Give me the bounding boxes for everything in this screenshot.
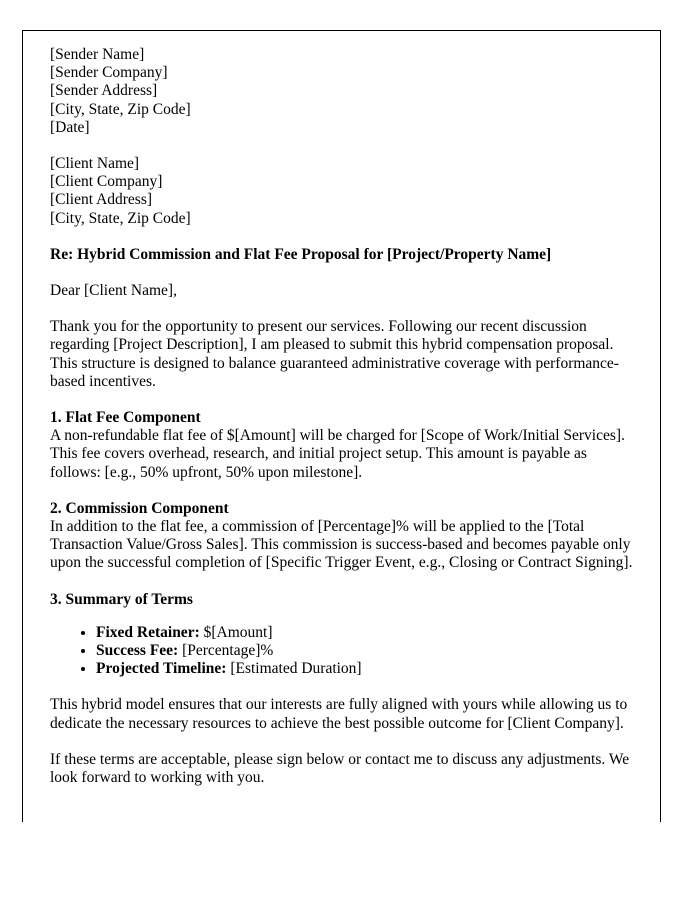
- letter-page: [22, 30, 661, 822]
- salutation: Dear [Client Name],: [50, 282, 177, 300]
- summary-item-label: Projected Timeline:: [96, 660, 227, 678]
- section-body-commission: In addition to the flat fee, a commission of [Percentage]% will be applied to the [Total Transaction Value/Gross Sales]. This commission is success-based and becomes payable only upon the successful completion of [Specific Trigger Event, e.g., Closing or Contract Signing].: [50, 518, 633, 572]
- subject-line: Re: Hybrid Commission and Flat Fee Proposal for [Project/Property Name]: [50, 245, 552, 263]
- sender-address-line: [Sender Address]: [50, 82, 158, 100]
- client-company-line: [Client Company]: [50, 173, 163, 191]
- client-city-line: [City, State, Zip Code]: [50, 209, 191, 227]
- section-body-flat-fee: A non-refundable flat fee of $[Amount] will be charged for [Scope of Work/Initial Services]. This fee covers overhead, research, and initial project setup. This amount is payable as follows: [e.g., 50% upfront, 50% upon milestone].: [50, 427, 625, 481]
- section-heading-flat-fee: 1. Flat Fee Component: [50, 409, 201, 427]
- sender-name-line: [Sender Name]: [50, 46, 145, 63]
- client-address-line: [Client Address]: [50, 191, 153, 209]
- section-heading-summary: 3. Summary of Terms: [50, 590, 193, 608]
- closing-paragraph: If these terms are acceptable, please sign below or contact me to discuss any adjustments. We look forward to working with you.: [50, 750, 630, 787]
- summary-item-label: Fixed Retainer:: [96, 623, 200, 641]
- summary-item-value: [Percentage]%: [182, 642, 274, 660]
- sender-address-block: [50, 46, 634, 137]
- client-name-line: [Client Name]: [50, 155, 140, 173]
- summary-item-projected-timeline: [96, 660, 634, 678]
- section-heading-commission: 2. Commission Component: [50, 499, 229, 517]
- summary-list: [50, 624, 634, 679]
- sender-city-line: [City, State, Zip Code]: [50, 100, 191, 118]
- date-line: [Date]: [50, 118, 90, 136]
- sender-company-line: [Sender Company]: [50, 64, 168, 82]
- summary-item-value: $[Amount]: [203, 623, 273, 641]
- alignment-paragraph: This hybrid model ensures that our interests are fully aligned with yours while allowing us to dedicate the necessary resources to achieve the best possible outcome for [Client Company].: [50, 696, 628, 732]
- summary-item-label: Success Fee:: [96, 642, 179, 660]
- summary-item-success-fee: [96, 642, 634, 660]
- client-address-block: [50, 155, 634, 228]
- summary-item-value: [Estimated Duration]: [230, 660, 362, 678]
- intro-paragraph: Thank you for the opportunity to present our services. Following our recent discussion regarding [Project Description], I am pleased to submit this hybrid compensation proposal. This structure is designed to balance guaranteed administrative coverage with performance-based incentives.: [50, 318, 619, 390]
- summary-item-fixed-retainer: [96, 624, 634, 642]
